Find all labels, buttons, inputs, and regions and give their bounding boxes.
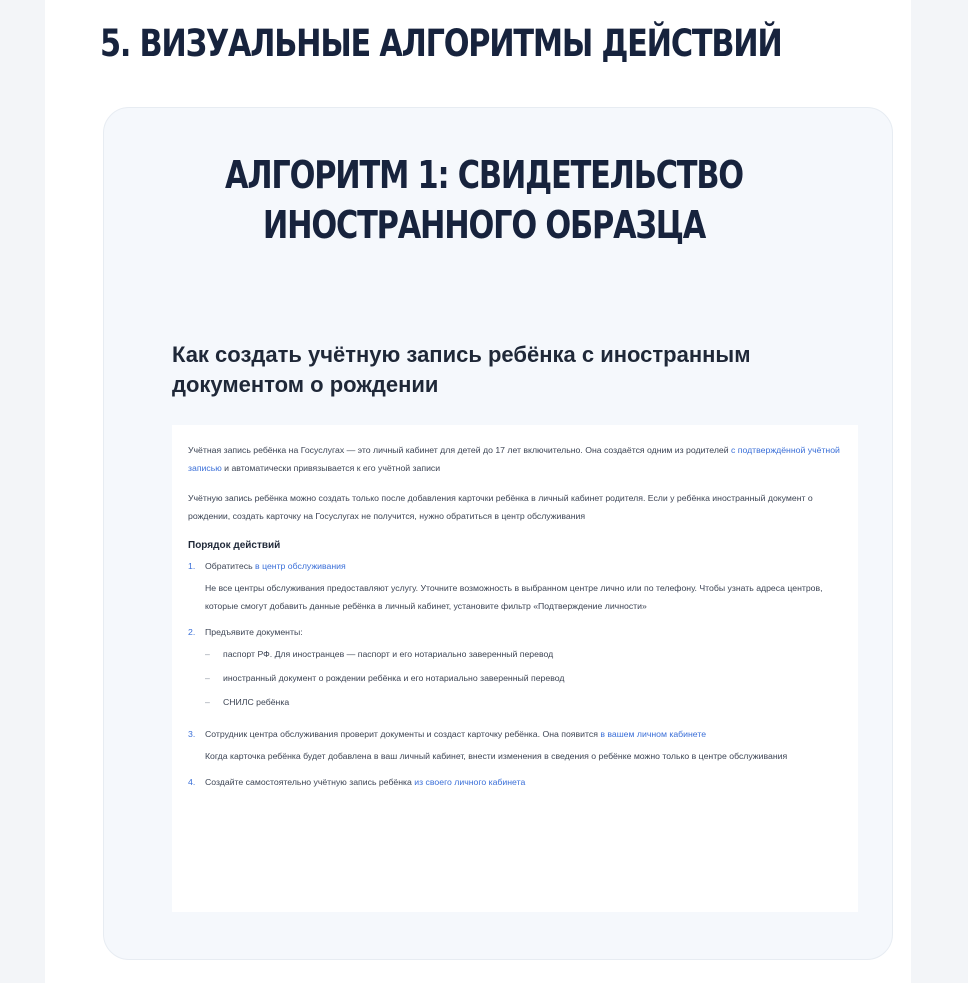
step-number: 1. — [188, 561, 196, 571]
step-4 — [188, 773, 842, 791]
list-item — [205, 669, 842, 687]
list-item-text: СНИЛС ребёнка — [223, 697, 290, 707]
intro-text-end: и автоматически привязывается к его учётной записи — [221, 463, 441, 473]
step-body — [205, 623, 842, 717]
service-center-link[interactable]: в центр обслуживания — [255, 561, 346, 571]
list-item — [205, 645, 842, 663]
step-body — [205, 773, 842, 791]
step-3 — [188, 725, 842, 765]
step-text — [205, 773, 842, 791]
order-heading: Порядок действий — [188, 540, 281, 551]
step-body — [205, 557, 842, 615]
own-account-link[interactable]: из своего личного кабинета — [414, 777, 526, 787]
list-item-text: паспорт РФ. Для иностранцев — паспорт и его нотариально заверенный перевод — [223, 649, 554, 659]
step-number: 2. — [188, 627, 196, 637]
dash-bullet: – — [205, 649, 210, 659]
document-heading: Как создать учётную запись ребёнка с иностранным документом о рождении — [172, 342, 751, 397]
step-text — [205, 725, 842, 743]
step-4-text: Создайте самостоятельно учётную запись ребёнка — [205, 777, 415, 787]
card-title — [0, 150, 968, 250]
step-number: 4. — [188, 777, 196, 787]
step-text — [205, 557, 842, 575]
step-3-note: Когда карточка ребёнка будет добавлена в ваш личный кабинет, внести изменения в сведения о ребёнке можно только в центре обслуживания — [205, 751, 788, 761]
document-excerpt — [172, 425, 858, 912]
list-item-text: иностранный документ о рождении ребёнка и его нотариально заверенный перевод — [223, 673, 565, 683]
documents-list — [205, 645, 842, 711]
step-1-note: Не все центры обслуживания предоставляют услугу. Уточните возможность в выбранном центре лично или по телефону. Чтобы узнать адреса центров, которые смогут добавить данные ребёнка в личный кабинет, установите фильтр «Подтверждение личности» — [205, 583, 823, 611]
step-number: 3. — [188, 729, 196, 739]
step-1 — [188, 557, 842, 615]
card-creation-paragraph: Учётную запись ребёнка можно создать только после добавления карточки ребёнка в личный кабинет родителя. Если у ребёнка иностранный документ о рождении, создать карточку на Госуслугах не получится, нужно обратиться в центр обслуживания — [188, 493, 813, 521]
card-title-line-2: ИНОСТРАННОГО ОБРАЗЦА — [262, 203, 706, 247]
step-2 — [188, 623, 842, 717]
step-2-text: Предъявите документы: — [205, 627, 303, 637]
list-item — [205, 693, 842, 711]
step-body — [205, 725, 842, 765]
dash-bullet: – — [205, 673, 210, 683]
intro-text-start: Учётная запись ребёнка на Госуслугах — это личный кабинет для детей до 17 лет включительно. Она создаётся одним из родителей — [188, 445, 732, 455]
dash-bullet: – — [205, 697, 210, 707]
page-title: 5. ВИЗУАЛЬНЫЕ АЛГОРИТМЫ ДЕЙСТВИЙ — [100, 22, 782, 65]
step-3-text: Сотрудник центра обслуживания проверит документы и создаст карточку ребёнка. Она появится — [205, 729, 601, 739]
card-title-line-1: АЛГОРИТМ 1: СВИДЕТЕЛЬСТВО — [225, 153, 743, 197]
verified-account-link[interactable]: с подтверждённой учётной записью — [188, 445, 840, 473]
personal-account-link[interactable]: в вашем личном кабинете — [600, 729, 707, 739]
step-1-text: Обратитесь — [205, 561, 256, 571]
intro-paragraph — [188, 441, 842, 477]
